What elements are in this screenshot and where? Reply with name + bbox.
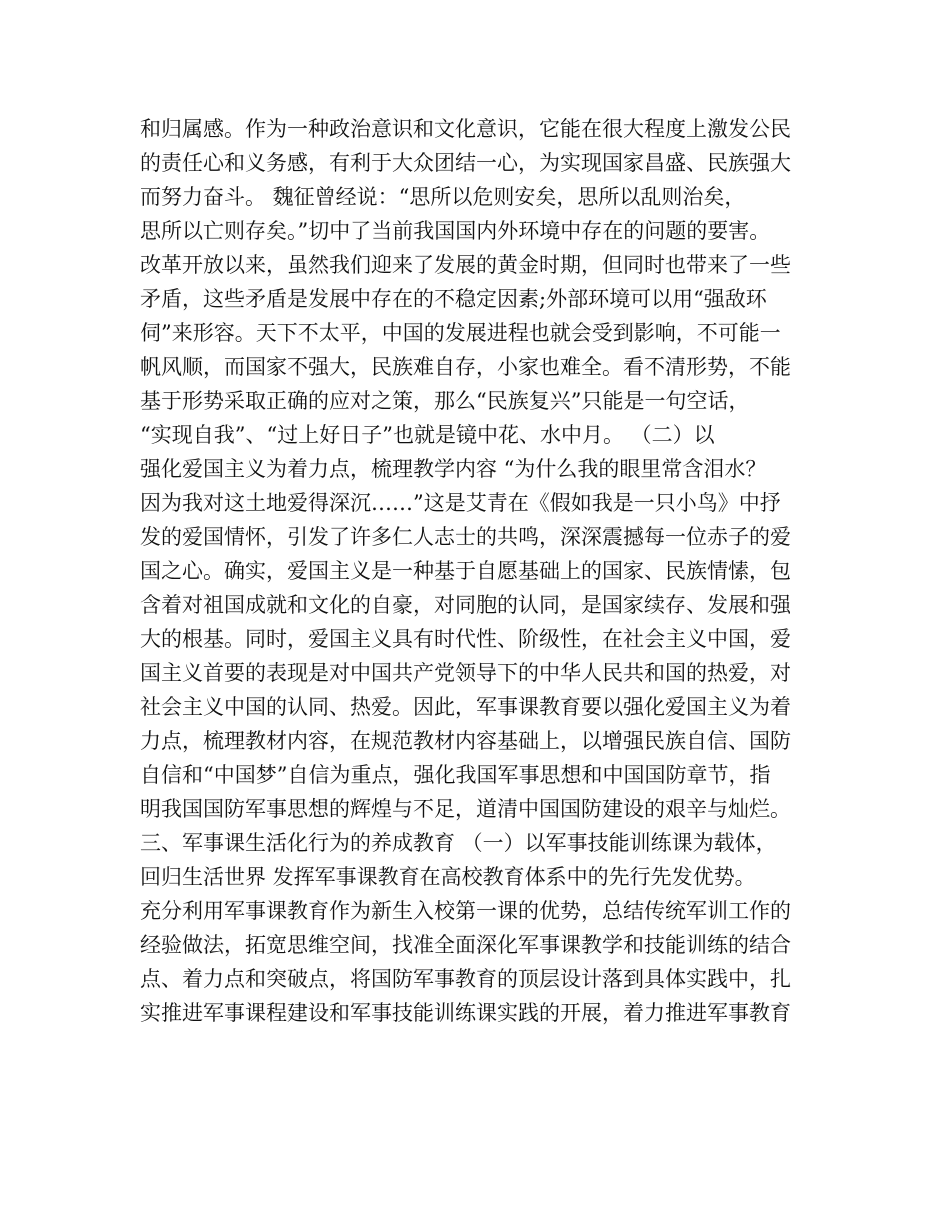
text-line: 矛盾，这些矛盾是发展中存在的不稳定因素;外部环境可以用“强敌环 — [140, 287, 767, 311]
text-line: 力点，梳理教材内容，在规范教材内容基础上，以增强民族自信、国防 — [140, 729, 791, 753]
text-line: 思所以亡则存矣。”切中了当前我国国内外环境中存在的问题的要害。 — [140, 219, 771, 243]
text-line: 改革开放以来，虽然我们迎来了发展的黄金时期，但同时也带来了一些 — [140, 253, 791, 277]
text-line: 伺”来形容。天下不太平，中国的发展进程也就会受到影响，不可能一 — [140, 321, 781, 345]
text-line: 国主义首要的表现是对中国共产党领导下的中华人民共和国的热爱，对 — [140, 661, 791, 685]
text-line: 而努力奋斗。 魏征曾经说：“思所以危则安矣，思所以乱则治矣， — [140, 185, 746, 209]
text-line: 强化爱国主义为着力点，梳理教学内容 “为什么我的眼里常含泪水？ — [140, 457, 767, 481]
text-line: 帆风顺，而国家不强大，民族难自存，小家也难全。看不清形势，不能 — [140, 355, 791, 379]
text-line: 三、军事课生活化行为的养成教育 （一）以军事技能训练课为载体， — [140, 831, 777, 855]
text-line: 经验做法，拓宽思维空间，找准全面深化军事课教学和技能训练的结合 — [140, 933, 791, 957]
text-line: 含着对祖国成就和文化的自豪，对同胞的认同，是国家续存、发展和强 — [140, 593, 791, 617]
text-line: 因为我对这土地爱得深沉……”这是艾青在《假如我是一只小鸟》中抒 — [140, 491, 781, 515]
text-line: 基于形势采取正确的应对之策，那么“民族复兴”只能是一句空话， — [140, 389, 750, 413]
text-line: 点、着力点和突破点，将国防军事教育的顶层设计落到具体实践中，扎 — [140, 967, 791, 991]
text-line: 国之心。确实，爱国主义是一种基于自愿基础上的国家、民族情愫，包 — [140, 559, 791, 583]
text-line: “实现自我”、“过上好日子”也就是镜中花、水中月。 （二）以 — [140, 423, 715, 447]
text-line: 和归属感。作为一种政治意识和文化意识，它能在很大程度上激发公民 — [140, 117, 791, 141]
text-line: 发的爱国情怀，引发了许多仁人志士的共鸣，深深震撼每一位赤子的爱 — [140, 525, 791, 549]
text-line: 的责任心和义务感，有利于大众团结一心，为实现国家昌盛、民族强大 — [140, 151, 791, 175]
text-line: 回归生活世界 发挥军事课教育在高校教育体系中的先行先发优势。 — [140, 865, 756, 889]
text-line: 实推进军事课程建设和军事技能训练课实践的开展，着力推进军事教育 — [140, 1001, 791, 1025]
text-line: 社会主义中国的认同、热爱。因此，军事课教育要以强化爱国主义为着 — [140, 695, 791, 719]
text-line: 大的根基。同时，爱国主义具有时代性、阶级性，在社会主义中国，爱 — [140, 627, 791, 651]
body-text — [140, 112, 830, 1030]
text-line: 自信和“中国梦”自信为重点，强化我国军事思想和中国国防章节，指 — [140, 763, 771, 787]
text-line: 明我国国防军事思想的辉煌与不足，道清中国国防建设的艰辛与灿烂。 — [140, 797, 791, 821]
text-line: 充分利用军事课教育作为新生入校第一课的优势，总结传统军训工作的 — [140, 899, 791, 923]
